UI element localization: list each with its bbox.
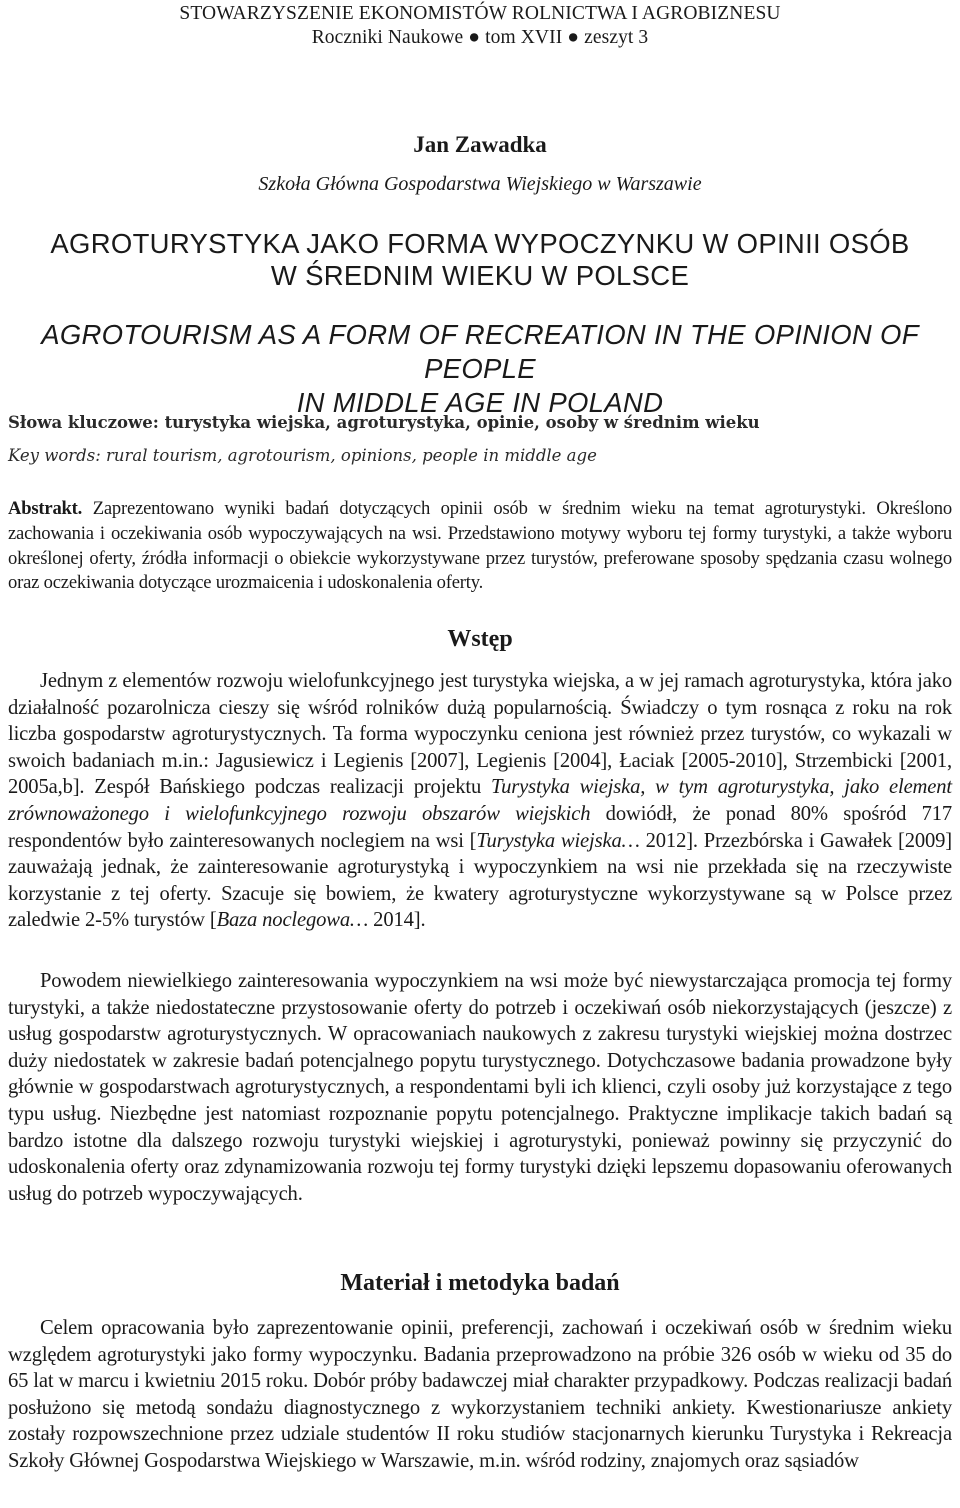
title-polish-line-2: W ŚREDNIM WIEKU W POLSCE <box>270 260 690 291</box>
journal-series: Roczniki Naukowe ● tom XVII ● zeszyt 3 <box>311 27 649 48</box>
intro-p1-text-b: dowiódł, że ponad 80% spośród 717 respondentów było zainteresowanych noclegiem na wsi [ <box>8 802 953 852</box>
section-heading-intro: Wstęp <box>447 626 513 652</box>
journal-header <box>0 2 960 50</box>
citation-baza: Baza noclegowa… <box>216 909 369 932</box>
title-polish <box>0 228 960 292</box>
intro-paragraph-2: Powodem niewielkiego zainteresowania wypoczynkiem na wsi może być niewystarczająca promocja tej formy turystyki, a także niedostateczne przystosowanie oferty do potrzeb i oczekiwań osób niekorzystających (jeszcze) z usług gospodarstw agroturystycznych. W opracowaniach naukowych z zakresu turystyki wiejskiej można dostrzec duży niedostatek w zakresie badań potencjalnego popytu turystycznego. Dotychczasowe badania prowadzone były głównie w gospodarstwach agroturystycznych, a respondentami byli ich klienci, czyli osoby już korzystające z tego typu usług. Niezbędne jest natomiast rozpoznanie popytu potencjalnego. Praktyczne implikacje takich badań są bardzo istotne dla dalszego rozwoju turystyki wiejskiej i agroturystyki, ponieważ powinny się przyczynić do udoskonalenia oferty oraz zdynamizowania rozwoju tej formy turystyki dzięki lepszemu dopasowaniu oferowanych usług do potrzeb wypoczywających. <box>8 970 952 1205</box>
author-affiliation: Szkoła Główna Gospodarstwa Wiejskiego w Warszawie <box>258 173 702 195</box>
method-paragraph-1: Celem opracowania było zaprezentowanie opinii, preferencji, zachowań i oczekiwań osób w średnim wieku względem agroturystyki jako formy wypoczynku. Badania przeprowadzono na próbie 326 osób w wieku od 35 do 65 lat w marcu i kwietniu 2015 roku. Dobór próby badawczej miał charakter przypadkowy. Podczas realizacji badań posłużono się metodą sondażu diagnostycznego z wykorzystaniem techniki ankiety. Kwestionariusze ankiety zostały rozpowszechnione przez udziale studentów II roku studiów stacjonarnych kierunku Turystyka i Rekreacja Szkoły Głównej Gospodarstwa Wiejskiego w Warszawie, m.in. wśród rodziny, znajomych oraz sąsiadów <box>8 1317 952 1472</box>
abstract-text: Zaprezentowano wyniki badań dotyczących opinii osób w średnim wieku na temat agroturystyki. Określono zachowania i oczekiwania osób wypoczywających na wsi. Przedstawiono motywy wyboru tej formy turystyki, a także wyboru określonej oferty, źródła informacji o obiekcie wykorzystywane przez turystów, preferowane sposoby spędzania czasu wolnego oraz oczekiwania dotyczące urozmaicenia i udoskonalenia oferty. <box>8 498 952 594</box>
association-name: STOWARZYSZENIE EKONOMISTÓW ROLNICTWA I AGROBIZNESU <box>179 3 781 24</box>
abstract-label: Abstrakt. <box>8 498 83 519</box>
title-english-line-1: AGROTOURISM AS A FORM OF RECREATION IN THE OPINION OF PEOPLE <box>41 319 919 384</box>
keywords-polish: Słowa kluczowe: turystyka wiejska, agroturystyka, opinie, osoby w średnim wieku <box>8 413 760 432</box>
citation-turystyka: Turystyka wiejska… <box>476 829 640 852</box>
author-name: Jan Zawadka <box>413 132 547 157</box>
intro-p1-text-c: 2012]. Przezbórska i Gawałek [2009] zauważają jednak, że zainteresowanie agroturystyką i wypoczynkiem na wsi nie przekłada się na rzeczywiste korzystanie z tej oferty. Szacuje się bowiem, że kwatery agroturystyczne wykorzystywane są w Polsce przez zaledwie 2-5% turystów [ <box>8 829 952 932</box>
project-title: Turystyka wiejska, w tym agroturystyka, jako element zrównoważonego i wielofunkcyjnego rozwoju obszarów wiejskich <box>8 776 952 825</box>
intro-p1-text-a: Jednym z elementów rozwoju wielofunkcyjnego jest turystyka wiejska, a w jej ramach agroturystyka, która jako działalność pozarolnicza cieszy się wśród rolników dużą popularnością. Świadczy o tym rosnąca z roku na rok liczba gospodarstw agroturystycznych. Ta forma wypoczynku ceniona jest również przez turystów, co wykazali w swoich badaniach m.in.: Jagusiewicz i Legienis [2007], Legienis [2004], Łaciak [2005-2010], Strzembicki [2001, 2005a,b]. Zespół Bańskiego podczas realizacji projektu <box>8 670 952 799</box>
title-polish-line-1: AGROTURYSTYKA JAKO FORMA WYPOCZYNKU W OPINII OSÓB <box>50 228 910 259</box>
intro-p1-text-d: 2014]. <box>368 909 426 932</box>
intro-paragraph-1 <box>8 668 952 934</box>
keywords-english: Key words: rural tourism, agrotourism, opinions, people in middle age <box>8 446 597 465</box>
abstract <box>8 497 952 596</box>
title-english <box>0 318 960 420</box>
section-heading-method: Materiał i metodyka badań <box>340 1270 620 1296</box>
title-english-line-2: IN MIDDLE AGE IN POLAND <box>296 387 664 418</box>
